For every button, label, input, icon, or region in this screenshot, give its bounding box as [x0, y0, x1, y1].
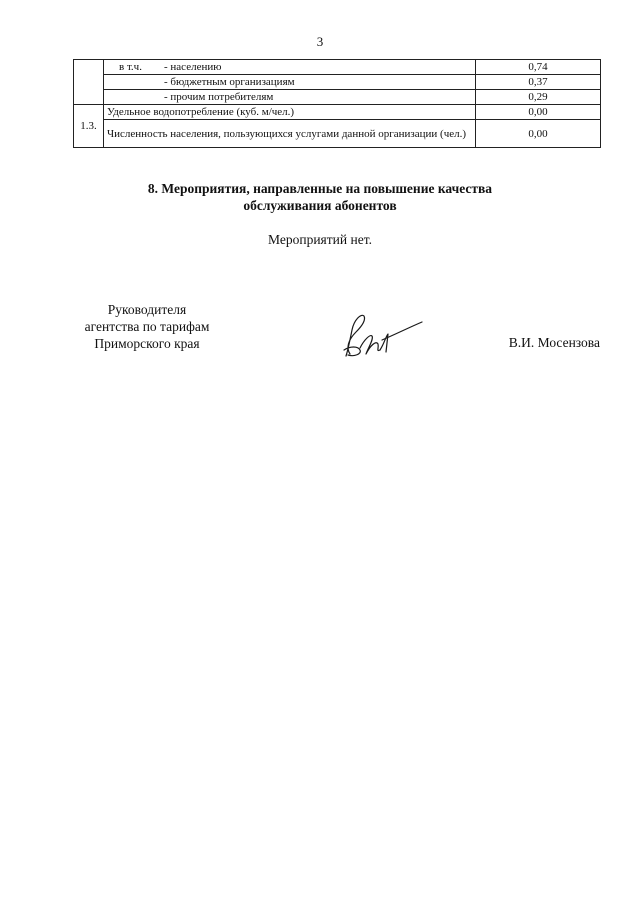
- signer-position-line: агентства по тарифам: [84, 319, 210, 334]
- section-heading-line: 8. Мероприятия, направленные на повышение качества: [147, 181, 493, 196]
- row-value-cell: 0,74: [476, 60, 601, 75]
- table-row: [74, 105, 601, 120]
- row-value-cell: 0,00: [476, 120, 601, 148]
- data-table: [73, 59, 601, 148]
- row-description-cell: Численность населения, пользующихся услугами данной организации (чел.): [104, 120, 476, 148]
- signer-name: В.И. Мосензова: [508, 335, 600, 350]
- row-value-cell: 0,00: [476, 105, 601, 120]
- row-description-cell: [104, 60, 476, 75]
- table-row: [74, 60, 601, 75]
- section-heading-line: обслуживания абонентов: [243, 198, 397, 213]
- table-row: [74, 75, 601, 90]
- section-body: Мероприятий нет.: [268, 232, 372, 247]
- row-value-cell: 0,37: [476, 75, 601, 90]
- row-description: - населению: [164, 61, 222, 73]
- row-number-cell: 1.3.: [74, 105, 104, 148]
- signer-position: [62, 301, 232, 352]
- handwritten-signature: [336, 310, 426, 360]
- row-description: - прочим потребителям: [164, 91, 274, 103]
- row-description-cell: [104, 90, 476, 105]
- signer-position-line: Приморского края: [94, 336, 200, 351]
- row-value-cell: 0,29: [476, 90, 601, 105]
- section-heading: [0, 180, 640, 214]
- signer-position-line: Руководителя: [107, 302, 187, 317]
- table-row: [74, 120, 601, 148]
- row-description: - бюджетным организациям: [164, 76, 295, 88]
- row-description-cell: Удельное водопотребление (куб. м/чел.): [104, 105, 476, 120]
- row-description-cell: [104, 75, 476, 90]
- table-row: [74, 90, 601, 105]
- row-number-cell: [74, 60, 104, 105]
- row-prefix: в т.ч.: [119, 61, 142, 73]
- page-number: 3: [316, 34, 324, 49]
